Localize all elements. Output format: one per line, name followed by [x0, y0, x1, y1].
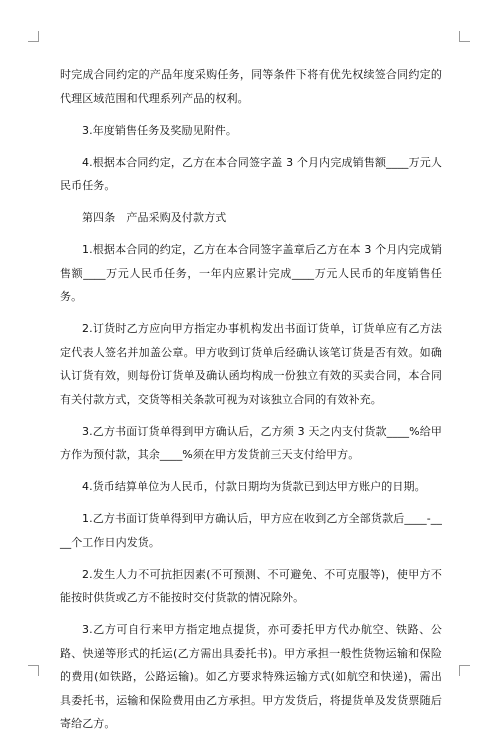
paragraph: 4.根据本合同约定，乙方在本合同签字盖 3 个月内完成销售额____万元人民币任务。 — [60, 155, 442, 192]
paragraph: 时完成合同约定的产品年度采购任务，同等条件下将有优先权续签合同约定的代理区域范围和代理系列产品的权利。 — [60, 68, 442, 105]
section-heading: 第四条 产品采购及付款方式 — [82, 211, 227, 224]
paragraph: 4.货币结算单位为人民币，付款日期均为货款已到达甲方账户的日期。 — [82, 480, 426, 493]
paragraph: 3.乙方可自行来甲方指定地点提货，亦可委托甲方代办航空、铁路、公路、快递等形式的托运(乙方需出具委托书)。甲方承担一般性货物运输和保险的费用(如铁路，公路运输)。如乙方要求特殊运输方式(如航空和快递)，需出具委托书，运输和保险费用由乙方承担。甲方发货后，将提货单及发货票随后寄给乙方。 — [60, 623, 442, 730]
paragraph: 1.根据本合同的约定，乙方在本合同签字盖章后乙方在本 3 个月内完成销售额____万元人民币任务，一年内应累计完成____万元人民币的年度销售任务。 — [60, 243, 442, 303]
document-body — [60, 63, 442, 736]
paragraph: 1.乙方书面订货单得到甲方确认后，甲方应在收到乙方全部货款后____-____个工作日内发货。 — [60, 512, 442, 549]
paragraph: 2.订货时乙方应向甲方指定办事机构发出书面订货单，订货单应有乙方法定代表人签名并加盖公章。甲方收到订货单后经确认该笔订货是否有效。如确认订货有效，则每份订货单及确认函均构成一份独立有效的买卖合同，本合同有关付款方式，交货等相关条款可视为对该独立合同的有效补充。 — [60, 322, 442, 406]
crop-mark-top-right — [459, 31, 470, 42]
paragraph: 2.发生人力不可抗拒因素(不可预测、不可避免、不可克服等)，使甲方不能按时供货或乙方不能按时交付货款的情况除外。 — [60, 567, 442, 604]
crop-mark-top-left — [28, 31, 39, 42]
paragraph: 3.年度销售任务及奖励见附件。 — [82, 123, 237, 137]
crop-mark-bottom-left — [28, 665, 39, 676]
paragraph: 3.乙方书面订货单得到甲方确认后，乙方须 3 天之内支付货款____%给甲方作为预付款，其余____%须在甲方发货前三天支付给甲方。 — [60, 424, 442, 461]
crop-mark-bottom-right — [459, 665, 470, 676]
